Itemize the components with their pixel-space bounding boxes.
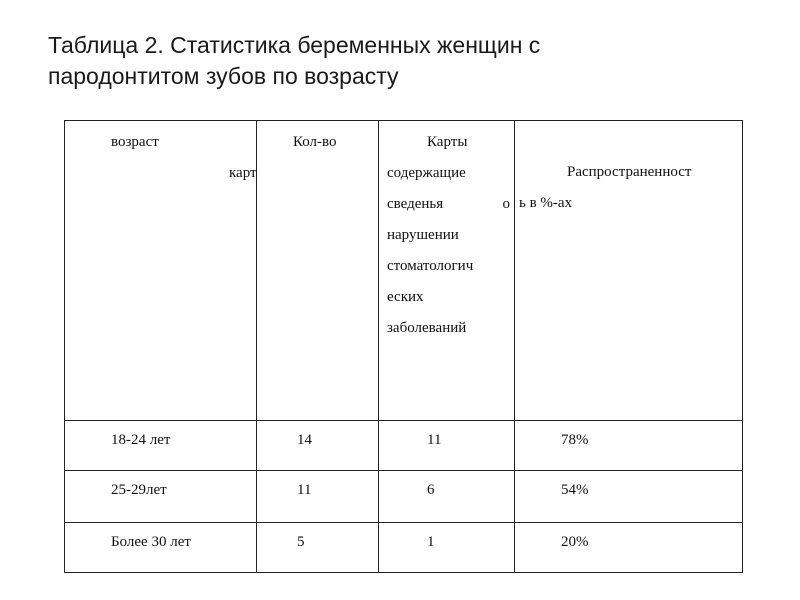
row-age: Более 30 лет — [111, 534, 191, 550]
header-cards-cell — [379, 121, 515, 421]
row-count: 5 — [297, 534, 305, 550]
header-cards-line-3 — [387, 189, 510, 220]
row-count: 14 — [297, 432, 312, 448]
header-cards-line-3b: о — [502, 196, 510, 212]
table-row — [65, 421, 743, 471]
header-cards-line-7: заболеваний — [387, 320, 467, 336]
header-count-line-1: Кол-во — [293, 134, 337, 150]
header-age: возраст — [111, 134, 159, 150]
row-age: 18-24 лет — [111, 432, 171, 448]
header-prevalence-line-2: ь в %-ах — [519, 195, 573, 211]
row-age: 25-29лет — [111, 482, 167, 498]
header-prevalence-cell — [515, 121, 743, 421]
header-cards-line-3a: сведенья — [387, 196, 444, 212]
header-prevalence — [515, 121, 742, 219]
title-line-1: Таблица 2. Статистика беременных женщин с — [48, 32, 541, 58]
row-prevalence: 78% — [561, 432, 589, 448]
table-row — [65, 471, 743, 523]
row-prevalence: 54% — [561, 482, 589, 498]
title-line-2: пародонтитом зубов по возрасту — [48, 63, 399, 89]
row-cards: 11 — [427, 432, 442, 448]
header-cards-line-6: еских — [387, 289, 424, 305]
header-cards-line-1: Карты — [427, 134, 468, 150]
row-cards: 1 — [427, 534, 435, 550]
header-cards-line-2: содержащие — [387, 165, 466, 181]
row-prevalence: 20% — [561, 534, 589, 550]
header-cards-line-4: нарушении — [387, 227, 459, 243]
header-count — [229, 121, 378, 189]
statistics-table — [64, 120, 743, 573]
header-prevalence-line-1: Распространенност — [567, 164, 692, 180]
header-cards-line-5: стоматологич — [387, 258, 474, 274]
table-header-row — [65, 121, 743, 421]
row-count: 11 — [297, 482, 312, 498]
header-age-cell — [65, 121, 257, 421]
row-cards: 6 — [427, 482, 435, 498]
header-count-cell — [229, 121, 379, 421]
table-row — [65, 523, 743, 573]
header-count-line-2: карт — [229, 165, 257, 181]
page-title — [48, 30, 768, 92]
header-cards — [379, 121, 514, 344]
